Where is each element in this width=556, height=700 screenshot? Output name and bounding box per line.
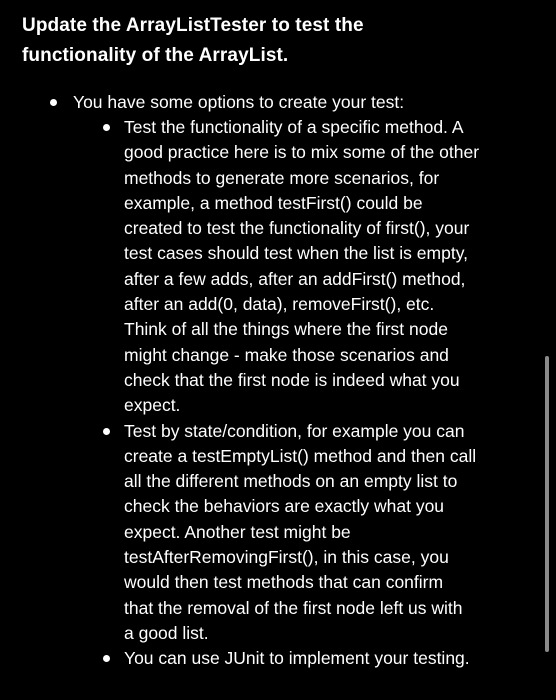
option-line: that the removal of the first node left us with: [124, 597, 463, 618]
option-line: check the behaviors are exactly what you: [124, 496, 445, 517]
option-sublist: [73, 115, 540, 672]
bullet-icon: [103, 655, 110, 662]
title-line-1: Update the ArrayListTester to test the: [22, 15, 364, 36]
page-title: [22, 11, 522, 71]
option-line: good practice here is to mix some of the other: [124, 142, 480, 163]
option-line: Think of all the things where the first node: [124, 319, 448, 340]
option-line: all the different methods on an empty list to: [124, 471, 458, 492]
bullet-icon: [103, 428, 110, 435]
list-item-option-3: [0, 646, 534, 671]
option-line: example, a method testFirst() could be: [124, 192, 423, 213]
option-line: after a few adds, after an addFirst() method,: [124, 268, 466, 289]
option-line: test cases should test when the list is empty,: [124, 243, 469, 264]
options-intro-text: You have some options to create your test:: [73, 92, 405, 112]
option-line: might change - make those scenarios and: [124, 344, 449, 365]
option-line: check that the first node is indeed what you: [124, 369, 460, 390]
option-line: testAfterRemovingFirst(), in this case, you: [124, 547, 449, 568]
bullet-icon: [50, 99, 57, 106]
option-line: expect.: [124, 395, 181, 416]
option-line: Test the functionality of a specific method. A: [124, 117, 464, 137]
option-line: created to test the functionality of first(), your: [124, 218, 470, 239]
option-line: expect. Another test might be: [124, 521, 351, 542]
list-item-option-1: [0, 115, 534, 419]
title-line-2: functionality of the ArrayList.: [22, 45, 289, 66]
options-list: [0, 90, 540, 672]
option-line: methods to generate more scenarios, for: [124, 167, 440, 188]
option-line: would then test methods that can confirm: [124, 572, 444, 593]
bullet-icon: [103, 124, 110, 131]
option-line: after an add(0, data), removeFirst(), etc.: [124, 294, 435, 315]
option-line: create a testEmptyList() method and then call: [124, 445, 477, 466]
option-line: Test by state/condition, for example you can: [124, 420, 465, 441]
option-line: You can use JUnit to implement your testing.: [124, 648, 470, 669]
option-line: a good list.: [124, 622, 209, 643]
list-item: [0, 90, 540, 672]
list-item-option-2: [0, 419, 534, 647]
vertical-scrollbar[interactable]: [545, 356, 549, 652]
